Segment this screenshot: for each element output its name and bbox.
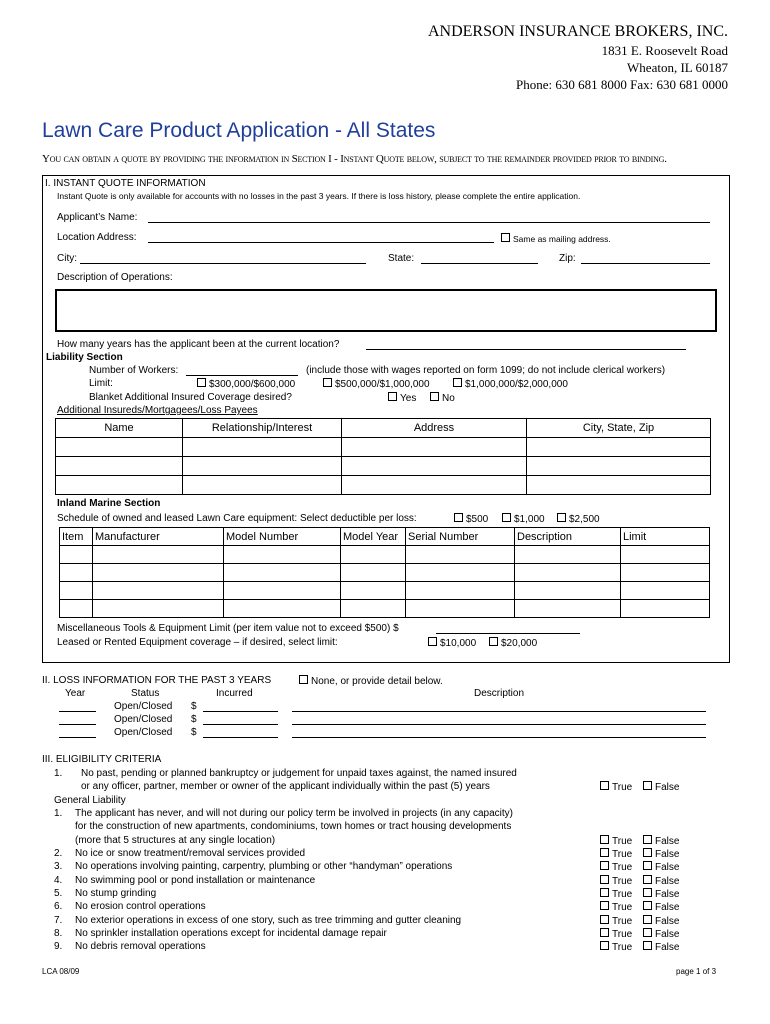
true-label: True — [612, 915, 633, 927]
blanket-label: Blanket Additional Insured Coverage desired? — [89, 392, 292, 403]
criteria-1-line-1: No past, pending or planned bankruptcy or judgement for unpaid taxes against, the named insured — [81, 768, 517, 779]
item-number: 3. — [54, 861, 63, 873]
criteria-false[interactable] — [643, 941, 679, 954]
loss-status: Open/Closed — [114, 701, 173, 712]
loss-status: Open/Closed — [114, 714, 173, 725]
criteria-true[interactable] — [600, 848, 632, 861]
criteria-text: No stump grinding — [75, 887, 157, 899]
loss-incurred-field[interactable] — [203, 737, 278, 738]
checkbox-icon[interactable] — [600, 928, 609, 937]
table-cell[interactable] — [527, 476, 711, 495]
criteria-true[interactable] — [600, 915, 632, 928]
checkbox-icon[interactable] — [454, 513, 463, 522]
additional-insureds-heading: Additional Insureds/Mortgagees/Loss Payees — [57, 405, 258, 416]
col-incurred: Incurred — [216, 688, 253, 699]
table-cell[interactable] — [515, 564, 621, 582]
limit-option-1-label: $300,000/$600,000 — [209, 379, 296, 390]
item-number: 8. — [54, 927, 63, 939]
applicant-name-label: Applicant’s Name: — [57, 212, 138, 223]
true-label: True — [612, 862, 633, 874]
form-id: LCA 08/09 — [42, 967, 80, 976]
loss-incurred-field[interactable] — [203, 711, 278, 712]
checkbox-icon[interactable] — [430, 392, 439, 401]
checkbox-icon[interactable] — [643, 928, 652, 937]
limit-option-1[interactable] — [197, 378, 295, 391]
deductible-option-2[interactable] — [502, 513, 545, 526]
misc-tools-field[interactable] — [436, 633, 580, 634]
true-label: True — [612, 849, 633, 860]
true-label: True — [612, 836, 633, 847]
checkbox-icon[interactable] — [643, 888, 652, 897]
table-cell[interactable] — [621, 582, 710, 600]
checkbox-icon[interactable] — [600, 848, 609, 857]
table-cell[interactable] — [621, 600, 710, 618]
criteria-1-line-2: or any officer, partner, member or owner of the applicant individually within the past (5) years — [81, 781, 490, 792]
false-label: False — [655, 915, 680, 927]
schedule-label: Schedule of owned and leased Lawn Care equipment: Select deductible per loss: — [57, 513, 417, 524]
checkbox-icon[interactable] — [600, 875, 609, 884]
table-cell[interactable] — [183, 476, 342, 495]
criteria-false[interactable] — [643, 888, 679, 901]
table-cell[interactable] — [342, 476, 527, 495]
col-model-year: Model Year — [341, 528, 406, 546]
gl-1-line-2: for the construction of new apartments, condominiums, town homes or tract housing developments — [75, 821, 512, 832]
true-label: True — [612, 888, 633, 900]
misc-tools-label: Miscellaneous Tools & Equipment Limit (per item value not to exceed $500) $ — [57, 623, 399, 634]
table-cell[interactable] — [342, 438, 527, 457]
description-textarea[interactable] — [55, 289, 717, 332]
section-2-heading: II. LOSS INFORMATION FOR THE PAST 3 YEARS — [42, 675, 272, 686]
criteria-false[interactable] — [643, 848, 679, 861]
item-number: 1. — [54, 808, 63, 819]
false-label: False — [655, 849, 680, 860]
table-cell[interactable] — [341, 582, 406, 600]
criteria-text: No exterior operations in excess of one story, such as tree trimming and gutter cleaning — [75, 914, 462, 926]
false-label: False — [655, 888, 680, 900]
table-cell[interactable] — [224, 582, 341, 600]
years-label: How many years has the applicant been at the current location? — [57, 339, 340, 350]
location-address-field[interactable] — [148, 242, 494, 243]
col-description: Description — [474, 688, 525, 699]
criteria-true[interactable] — [600, 901, 632, 914]
checkbox-icon[interactable] — [388, 392, 397, 401]
table-cell[interactable] — [56, 438, 183, 457]
city-field[interactable] — [80, 263, 366, 264]
company-name: ANDERSON INSURANCE BROKERS, INC. — [427, 23, 728, 40]
checkbox-icon[interactable] — [502, 513, 511, 522]
checkbox-icon[interactable] — [557, 513, 566, 522]
liability-heading: Liability Section — [46, 352, 123, 363]
location-address-label: Location Address: — [57, 232, 137, 243]
limit-option-3-label: $1,000,000/$2,000,000 — [465, 379, 568, 390]
loss-description-field[interactable] — [292, 711, 706, 712]
instant-quote-note: Instant Quote is only available for accounts with no losses in the past 3 years. If there is loss history, please complete the entire application. — [57, 191, 581, 201]
item-number: 1. — [54, 768, 63, 779]
col-limit: Limit — [621, 528, 710, 546]
checkbox-icon[interactable] — [643, 848, 652, 857]
checkbox-icon[interactable] — [643, 915, 652, 924]
true-label: True — [612, 942, 633, 954]
true-label: True — [612, 782, 633, 793]
gl-1-false[interactable] — [643, 835, 679, 848]
table-row[interactable] — [56, 438, 711, 457]
checkbox-icon[interactable] — [323, 378, 332, 387]
limit-label: Limit: — [89, 378, 113, 389]
table-cell[interactable] — [527, 457, 711, 476]
criteria-false[interactable] — [643, 915, 679, 928]
deductible-option-1[interactable] — [454, 513, 488, 526]
false-label: False — [655, 928, 680, 940]
checkbox-icon[interactable] — [643, 875, 652, 884]
true-label: True — [612, 902, 633, 914]
criteria-false[interactable] — [643, 861, 679, 874]
checkbox-icon[interactable] — [600, 888, 609, 897]
table-header-row — [60, 528, 710, 546]
checkbox-icon[interactable] — [643, 835, 652, 844]
table-cell[interactable] — [527, 438, 711, 457]
criteria-true[interactable] — [600, 888, 632, 901]
company-header — [428, 22, 728, 93]
state-field[interactable] — [421, 263, 538, 264]
true-label: True — [612, 928, 633, 940]
deductible-option-3-label: $2,500 — [569, 514, 600, 525]
gl-1-true[interactable] — [600, 835, 632, 848]
table-cell[interactable] — [621, 564, 710, 582]
criteria-text: No operations involving painting, carpentry, plumbing or other “handyman” operations — [75, 861, 453, 873]
table-cell[interactable] — [56, 476, 183, 495]
zip-field[interactable] — [581, 263, 710, 264]
criteria-true[interactable] — [600, 941, 632, 954]
checkbox-icon[interactable] — [600, 835, 609, 844]
no-losses-option[interactable] — [299, 675, 443, 688]
col-relationship: Relationship/Interest — [183, 419, 342, 438]
checkbox-icon[interactable] — [600, 901, 609, 910]
col-name: Name — [56, 419, 183, 438]
item-number: 9. — [54, 941, 63, 953]
item-number: 4. — [54, 874, 63, 886]
blanket-no-label: No — [442, 393, 455, 404]
city-label: City: — [57, 253, 77, 264]
table-cell[interactable] — [406, 582, 515, 600]
col-manufacturer: Manufacturer — [93, 528, 224, 546]
checkbox-icon[interactable] — [600, 941, 609, 950]
table-cell[interactable] — [60, 564, 93, 582]
equipment-table — [59, 527, 710, 618]
item-number: 6. — [54, 901, 63, 913]
loss-year-field[interactable] — [59, 737, 96, 738]
checkbox-icon[interactable] — [197, 378, 206, 387]
currency-sign: $ — [191, 701, 197, 712]
section-3-heading: III. ELIGIBILITY CRITERIA — [42, 754, 162, 765]
criteria-true[interactable] — [600, 928, 632, 941]
same-mailing-option[interactable] — [501, 233, 611, 244]
item-number: 7. — [54, 914, 63, 926]
no-losses-label: None, or provide detail below. — [311, 676, 443, 687]
col-status: Status — [131, 688, 160, 699]
applicant-name-field[interactable] — [148, 222, 710, 223]
criteria-false[interactable] — [643, 901, 679, 914]
checkbox-icon[interactable] — [643, 901, 652, 910]
deductible-option-2-label: $1,000 — [514, 514, 545, 525]
table-cell[interactable] — [56, 457, 183, 476]
table-row[interactable] — [60, 600, 710, 618]
leased-option-1-label: $10,000 — [440, 638, 477, 649]
false-label: False — [655, 875, 680, 887]
criteria-text: No swimming pool or pond installation or maintenance — [75, 874, 316, 886]
table-cell[interactable] — [93, 546, 224, 564]
criteria-true[interactable] — [600, 861, 632, 874]
table-cell[interactable] — [60, 600, 93, 618]
additional-insureds-table — [55, 418, 711, 495]
workers-label: Number of Workers: — [89, 365, 179, 376]
currency-sign: $ — [191, 714, 197, 725]
checkbox-icon[interactable] — [453, 378, 462, 387]
table-cell[interactable] — [341, 546, 406, 564]
limit-option-3[interactable] — [453, 378, 568, 391]
criteria-false[interactable] — [643, 875, 679, 888]
section-1-heading: I. INSTANT QUOTE INFORMATION — [45, 178, 206, 189]
limit-option-2[interactable] — [323, 378, 430, 391]
leased-option-1[interactable] — [428, 637, 476, 650]
description-label: Description of Operations: — [57, 272, 173, 283]
col-description: Description — [515, 528, 621, 546]
blanket-yes-label: Yes — [400, 393, 417, 404]
col-serial-number: Serial Number — [406, 528, 515, 546]
workers-field[interactable] — [186, 375, 298, 376]
checkbox-icon[interactable] — [489, 637, 498, 646]
blanket-no-option[interactable] — [430, 392, 455, 405]
zip-label: Zip: — [559, 253, 576, 264]
checkbox-icon[interactable] — [643, 781, 652, 790]
criteria-1-false[interactable] — [643, 781, 679, 794]
table-cell[interactable] — [60, 582, 93, 600]
table-cell[interactable] — [515, 582, 621, 600]
false-label: False — [655, 862, 680, 874]
loss-description-field[interactable] — [292, 737, 706, 738]
years-field[interactable] — [366, 349, 686, 350]
table-cell[interactable] — [621, 546, 710, 564]
col-city-state-zip: City, State, Zip — [527, 419, 711, 438]
deductible-option-1-label: $500 — [466, 514, 489, 525]
table-cell[interactable] — [342, 457, 527, 476]
table-cell[interactable] — [515, 546, 621, 564]
leased-option-2-label: $20,000 — [501, 638, 538, 649]
criteria-text: No sprinkler installation operations except for incidental damage repair — [75, 927, 387, 939]
col-item: Item — [60, 528, 93, 546]
state-label: State: — [388, 253, 415, 264]
criteria-1-true[interactable] — [600, 781, 632, 794]
blanket-yes-option[interactable] — [388, 392, 416, 405]
checkbox-icon[interactable] — [428, 637, 437, 646]
table-cell[interactable] — [406, 546, 515, 564]
loss-incurred-field[interactable] — [203, 724, 278, 725]
table-cell[interactable] — [406, 600, 515, 618]
deductible-option-3[interactable] — [557, 513, 600, 526]
table-cell[interactable] — [93, 564, 224, 582]
checkbox-icon[interactable] — [600, 861, 609, 870]
false-label: False — [655, 942, 680, 954]
checkbox-icon[interactable] — [299, 675, 308, 684]
inland-marine-heading: Inland Marine Section — [57, 498, 161, 509]
table-cell[interactable] — [60, 546, 93, 564]
loss-year-field[interactable] — [59, 711, 96, 712]
gl-1-line-1: The applicant has never, and will not during our policy term be involved in projects (in any capacity) — [75, 808, 514, 819]
workers-note: (include those with wages reported on form 1099; do not include clerical workers) — [306, 365, 666, 376]
table-row[interactable] — [60, 582, 710, 600]
table-cell[interactable] — [341, 564, 406, 582]
checkbox-icon[interactable] — [501, 233, 510, 242]
company-address-2: Wheaton, IL 60187 — [627, 60, 728, 75]
intro-text: You can obtain a quote by providing the information in Section I - Instant Quote below, subject to the remainder provided prior to binding. — [42, 153, 667, 165]
company-address-1: 1831 E. Roosevelt Road — [601, 43, 728, 58]
table-row[interactable] — [60, 546, 710, 564]
loss-year-field[interactable] — [59, 724, 96, 725]
checkbox-icon[interactable] — [643, 861, 652, 870]
item-number: 5. — [54, 887, 63, 899]
checkbox-icon[interactable] — [600, 915, 609, 924]
loss-description-field[interactable] — [292, 724, 706, 725]
criteria-text: No debris removal operations — [75, 941, 206, 953]
gl-1-line-3: (more that 5 structures at any single location) — [75, 835, 276, 846]
currency-sign: $ — [191, 727, 197, 738]
general-liability-heading: General Liability — [54, 795, 126, 806]
table-cell[interactable] — [93, 600, 224, 618]
criteria-true[interactable] — [600, 875, 632, 888]
table-header-row — [56, 419, 711, 438]
table-cell[interactable] — [406, 564, 515, 582]
table-row[interactable] — [56, 476, 711, 495]
true-label: True — [612, 875, 633, 887]
page-title: Lawn Care Product Application - All States — [42, 119, 436, 142]
criteria-false[interactable] — [643, 928, 679, 941]
leased-option-2[interactable] — [489, 637, 537, 650]
table-cell[interactable] — [224, 546, 341, 564]
criteria-text: No ice or snow treatment/removal services provided — [75, 848, 306, 859]
table-cell[interactable] — [93, 582, 224, 600]
checkbox-icon[interactable] — [600, 781, 609, 790]
false-label: False — [655, 782, 680, 793]
table-cell[interactable] — [183, 438, 342, 457]
loss-status: Open/Closed — [114, 727, 173, 738]
table-row[interactable] — [60, 564, 710, 582]
limit-option-2-label: $500,000/$1,000,000 — [335, 379, 430, 390]
false-label: False — [655, 836, 680, 847]
company-phone: Phone: 630 681 8000 Fax: 630 681 0000 — [516, 77, 728, 92]
table-cell[interactable] — [224, 564, 341, 582]
table-cell[interactable] — [224, 600, 341, 618]
table-cell[interactable] — [183, 457, 342, 476]
col-year: Year — [65, 688, 86, 699]
item-number: 2. — [54, 848, 63, 859]
checkbox-icon[interactable] — [643, 941, 652, 950]
criteria-text: No erosion control operations — [75, 901, 206, 913]
table-cell[interactable] — [341, 600, 406, 618]
leased-label: Leased or Rented Equipment coverage – if desired, select limit: — [57, 637, 338, 648]
table-cell[interactable] — [515, 600, 621, 618]
col-address: Address — [342, 419, 527, 438]
table-row[interactable] — [56, 457, 711, 476]
page-number: page 1 of 3 — [676, 967, 717, 976]
false-label: False — [655, 902, 680, 914]
col-model-number: Model Number — [224, 528, 341, 546]
same-mailing-label: Same as mailing address. — [513, 234, 611, 244]
